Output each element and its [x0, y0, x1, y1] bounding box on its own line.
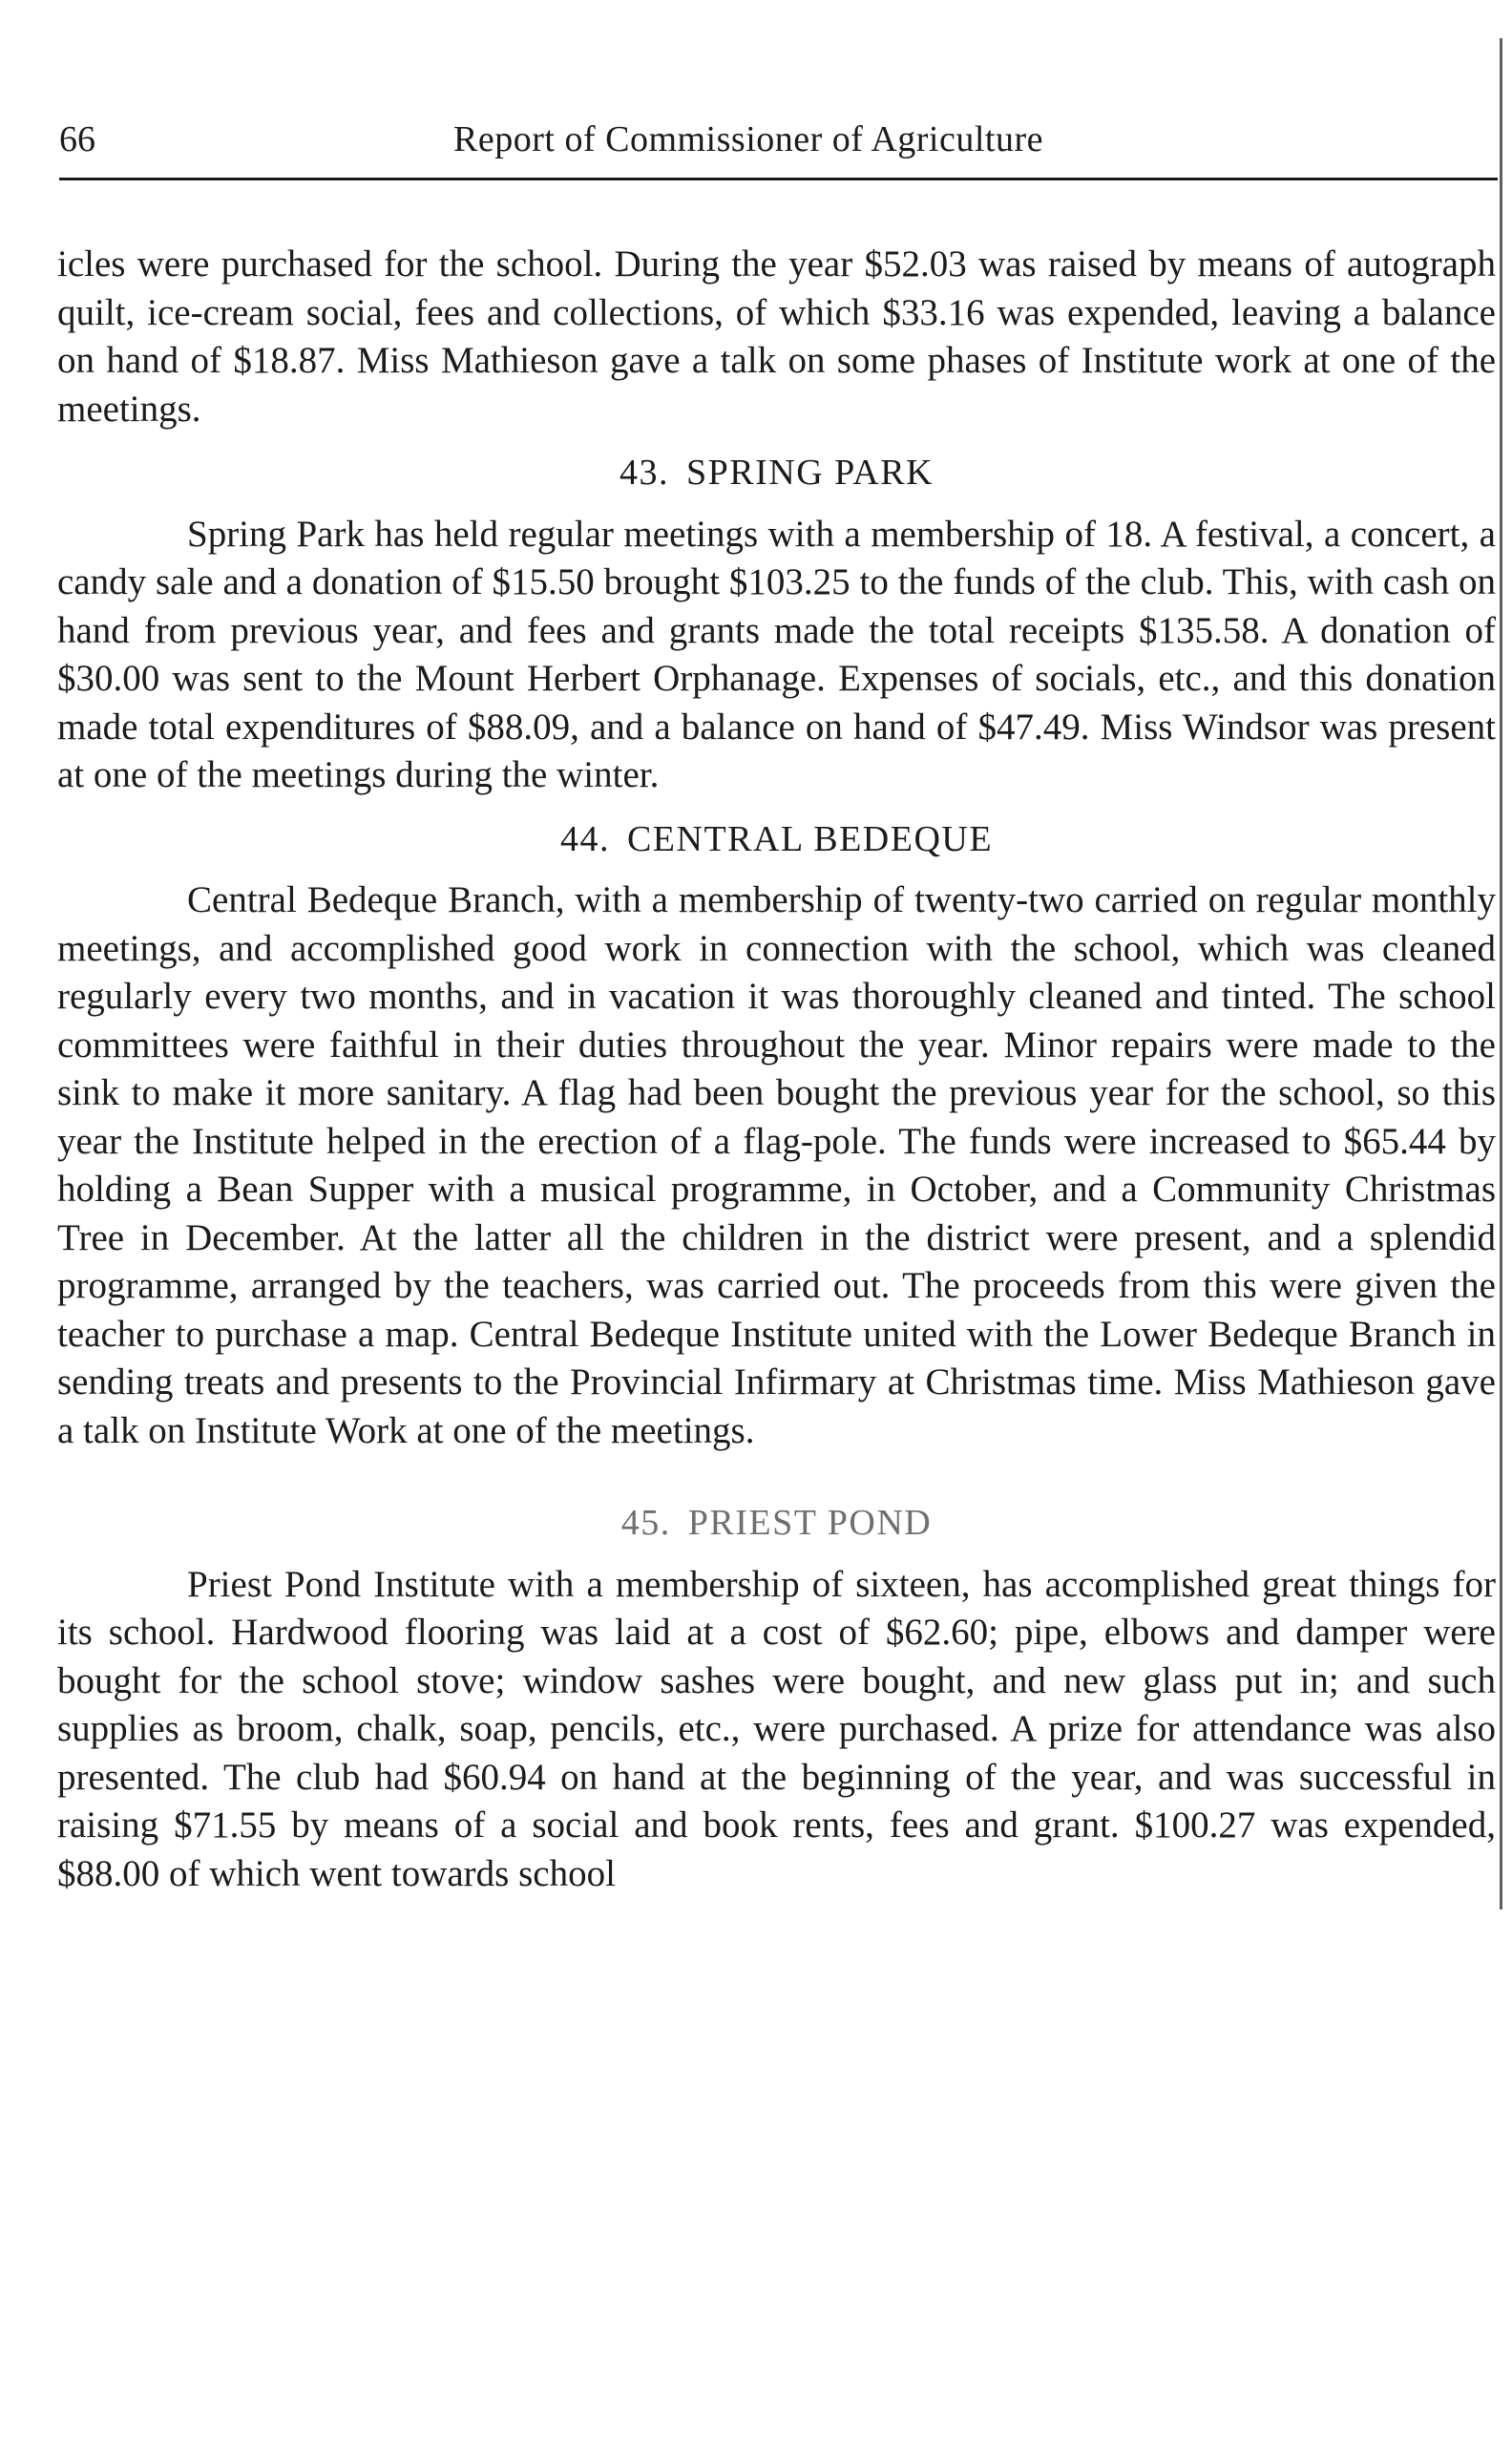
- page-number: 66: [59, 119, 95, 159]
- section-number: 45.: [620, 1503, 671, 1543]
- section-paragraph-priest-pond: Priest Pond Institute with a membership of sixteen, has accomplished great things for its school. Hardwood flooring was laid at a cost of $62.60; pipe, elbows and damper were bought for the school stove; window sashes were bought, and new glass put in; and such supplies as broom, chalk, soap, pencils, etc., were purchased. A prize for attendance was also presented. The club had $60.94 on hand at the beginning of the year, and was successful in raising $71.55 by means of a social and book rents, fees and grant. $100.27 was expended, $88.00 of which went towards school: [57, 1563, 1496, 1894]
- section-spacer: [57, 1455, 1496, 1484]
- section-paragraph-central-bedeque: Central Bedeque Branch, with a membership of twenty-two carried on regular monthly meetings, and accomplished good work in connection with the school, which was cleaned regularly every two months, and in vacation it was thoroughly cleaned and tinted. The school committees were faithful in their duties throughout the year. Minor repairs were made to the sink to make it more sanitary. A flag had been bought the previous year for the school, so this year the Institute helped in the erection of a flag-pole. The funds were increased to $65.44 by holding a Bean Supper with a musical programme, in October, and a Community Christmas Tree in December. At the latter all the children in the district were present, and a splendid programme, arranged by the teachers, was carried out. The proceeds from this were given the teacher to purchase a map. Central Bedeque Institute united with the Lower Bedeque Branch in sending treats and presents to the Provincial Infirmary at Christmas time. Miss Mathieson gave a talk on Institute Work at one of the meetings.: [57, 879, 1496, 1451]
- section-title: SPRING PARK: [685, 453, 934, 493]
- section-title: CENTRAL BEDEQUE: [626, 818, 994, 859]
- section-title: PRIEST POND: [687, 1503, 933, 1543]
- section-paragraph-spring-park: Spring Park has held regular meetings with a membership of 18. A festival, a concert, a candy sale and a donation of $15.50 brought $103.25 to the funds of the club. This, with cash on hand from previous year, and fees and grants made the total receipts $135.58. A donation of $30.00 was sent to the Mount Herbert Orphanage. Expenses of socials, etc., and this donation made total expenditures of $88.09, and a balance on hand of $47.49. Miss Windsor was present at one of the meetings during the winter.: [57, 513, 1496, 795]
- section-number: 44.: [559, 818, 610, 859]
- header-rule: [59, 178, 1498, 180]
- page-edge-shadow: [1500, 38, 1502, 1910]
- running-title: Report of Commissioner of Agriculture: [453, 119, 1043, 159]
- section-heading-spring-park: [57, 449, 1496, 497]
- body-text: [57, 241, 1496, 1898]
- page-header: [59, 115, 1498, 174]
- intro-paragraph: icles were purchased for the school. During the year $52.03 was raised by means of autograph quilt, ice-cream social, fees and collections, of which $33.16 was expended, leaving a balance on hand of $18.87. Miss Mathieson gave a talk on some phases of Institute work at one of the meetings.: [57, 243, 1496, 430]
- section-heading-priest-pond: [57, 1499, 1496, 1548]
- section-heading-central-bedeque: [57, 815, 1496, 864]
- section-number: 43.: [619, 453, 669, 493]
